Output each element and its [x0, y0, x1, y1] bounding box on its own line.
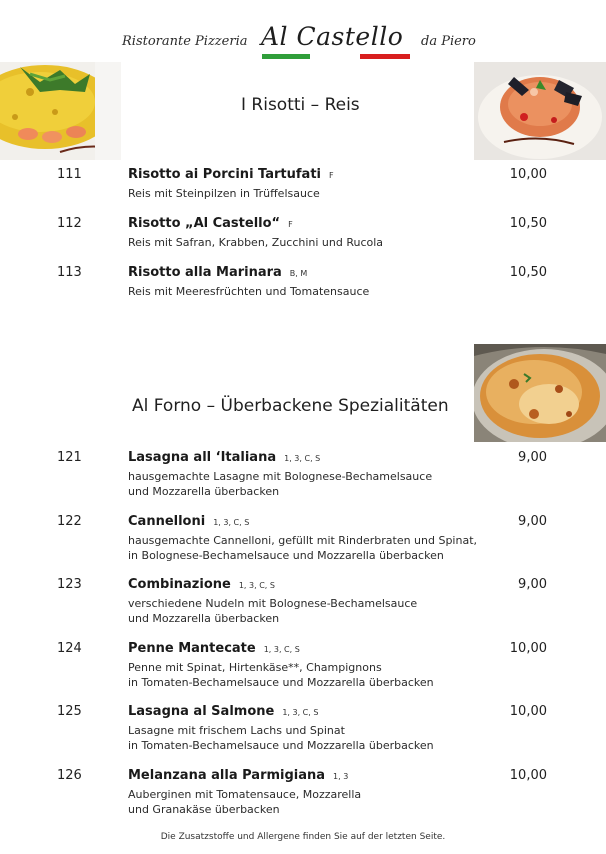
- item-name: [128, 514, 249, 529]
- allergen-footnote: Die Zusatzstoffe und Allergene finden Sie auf der letzten Seite.: [160, 832, 446, 842]
- item-number: 124: [57, 641, 82, 656]
- item-allergens: 1, 3, C, S: [213, 518, 250, 527]
- item-name: [128, 167, 334, 182]
- item-description: Lasagne mit frischem Lachs und Spinat in Tomaten-Bechamelsauce und Mozzarella überbacken: [128, 724, 434, 752]
- item-name-text: Lasagna al Salmone: [128, 704, 275, 719]
- item-description: Reis mit Meeresfrüchten und Tomatensauce: [128, 285, 370, 298]
- item-number: 123: [57, 577, 82, 592]
- item-price: 9,00: [518, 577, 547, 592]
- item-price: 10,00: [509, 704, 547, 719]
- item-description: hausgemachte Cannelloni, gefüllt mit Rinderbraten und Spinat, in Bolognese-Bechamelsauce und Mozzarella überbacken: [128, 534, 478, 562]
- item-description: hausgemachte Lasagne mit Bolognese-Bechamelsauce und Mozzarella überbacken: [128, 470, 433, 498]
- item-allergens: 1, 3, C, S: [263, 645, 300, 654]
- item-price: 10,00: [509, 641, 547, 656]
- item-price: 9,00: [518, 450, 547, 465]
- item-number: 112: [57, 216, 82, 231]
- restaurant-logo-text: Al Castello: [261, 22, 404, 51]
- item-name-text: Combinazione: [128, 577, 231, 592]
- item-number: 111: [57, 167, 82, 182]
- item-number: 122: [57, 514, 82, 529]
- item-description: verschiedene Nudeln mit Bolognese-Bechamelsauce und Mozzarella überbacken: [128, 597, 418, 625]
- item-name: [128, 704, 318, 719]
- item-name-text: Melanzana alla Parmigiana: [128, 768, 326, 783]
- item-allergens: 1, 3, C, S: [284, 454, 321, 463]
- item-description: Penne mit Spinat, Hirtenkäse**, Champignons in Tomaten-Bechamelsauce und Mozzarella überbacken: [128, 661, 434, 689]
- item-description: Auberginen mit Tomatensauce, Mozzarella und Granakäse überbacken: [128, 788, 362, 816]
- item-name: [128, 768, 348, 783]
- section-title-al-forno: Al Forno – Überbackene Spezialitäten: [132, 396, 449, 416]
- item-number: 126: [57, 768, 82, 783]
- item-description: Reis mit Safran, Krabben, Zucchini und Rucola: [128, 236, 384, 249]
- item-name: [128, 577, 275, 592]
- item-name: [128, 216, 293, 231]
- item-allergens: F: [288, 220, 293, 229]
- item-name-text: Risotto „Al Castello“: [128, 216, 281, 231]
- item-number: 125: [57, 704, 82, 719]
- item-allergens: B, M: [289, 269, 308, 278]
- flag-red-stripe: [360, 54, 410, 59]
- header-subtitle-left: Ristorante Pizzeria: [122, 34, 248, 49]
- item-name: [128, 641, 300, 656]
- risotto-marinara-photo: [474, 62, 606, 160]
- baked-lasagna-photo: [474, 344, 606, 442]
- header-subtitle-right: da Piero: [421, 34, 476, 49]
- item-price: 10,50: [509, 265, 547, 280]
- item-price: 10,00: [509, 768, 547, 783]
- item-number: 121: [57, 450, 82, 465]
- restaurant-header: [0, 22, 606, 67]
- item-allergens: F: [329, 171, 334, 180]
- item-description: Reis mit Steinpilzen in Trüffelsauce: [128, 187, 320, 200]
- item-price: 9,00: [518, 514, 547, 529]
- item-name: [128, 265, 307, 280]
- item-allergens: 1, 3: [333, 772, 349, 781]
- flag-green-stripe: [262, 54, 310, 59]
- item-allergens: 1, 3, C, S: [282, 708, 319, 717]
- item-name-text: Lasagna all ‘Italiana: [128, 450, 277, 465]
- item-name-text: Risotto alla Marinara: [128, 265, 282, 280]
- risotto-saffron-shrimp-photo: [0, 62, 121, 160]
- item-name: [128, 450, 320, 465]
- section-title-risotti: I Risotti – Reis: [241, 95, 360, 115]
- item-allergens: 1, 3, C, S: [238, 581, 275, 590]
- item-price: 10,00: [509, 167, 547, 182]
- item-name-text: Risotto ai Porcini Tartufati: [128, 167, 321, 182]
- item-price: 10,50: [509, 216, 547, 231]
- item-name-text: Cannelloni: [128, 514, 206, 529]
- item-number: 113: [57, 265, 82, 280]
- item-name-text: Penne Mantecate: [128, 641, 256, 656]
